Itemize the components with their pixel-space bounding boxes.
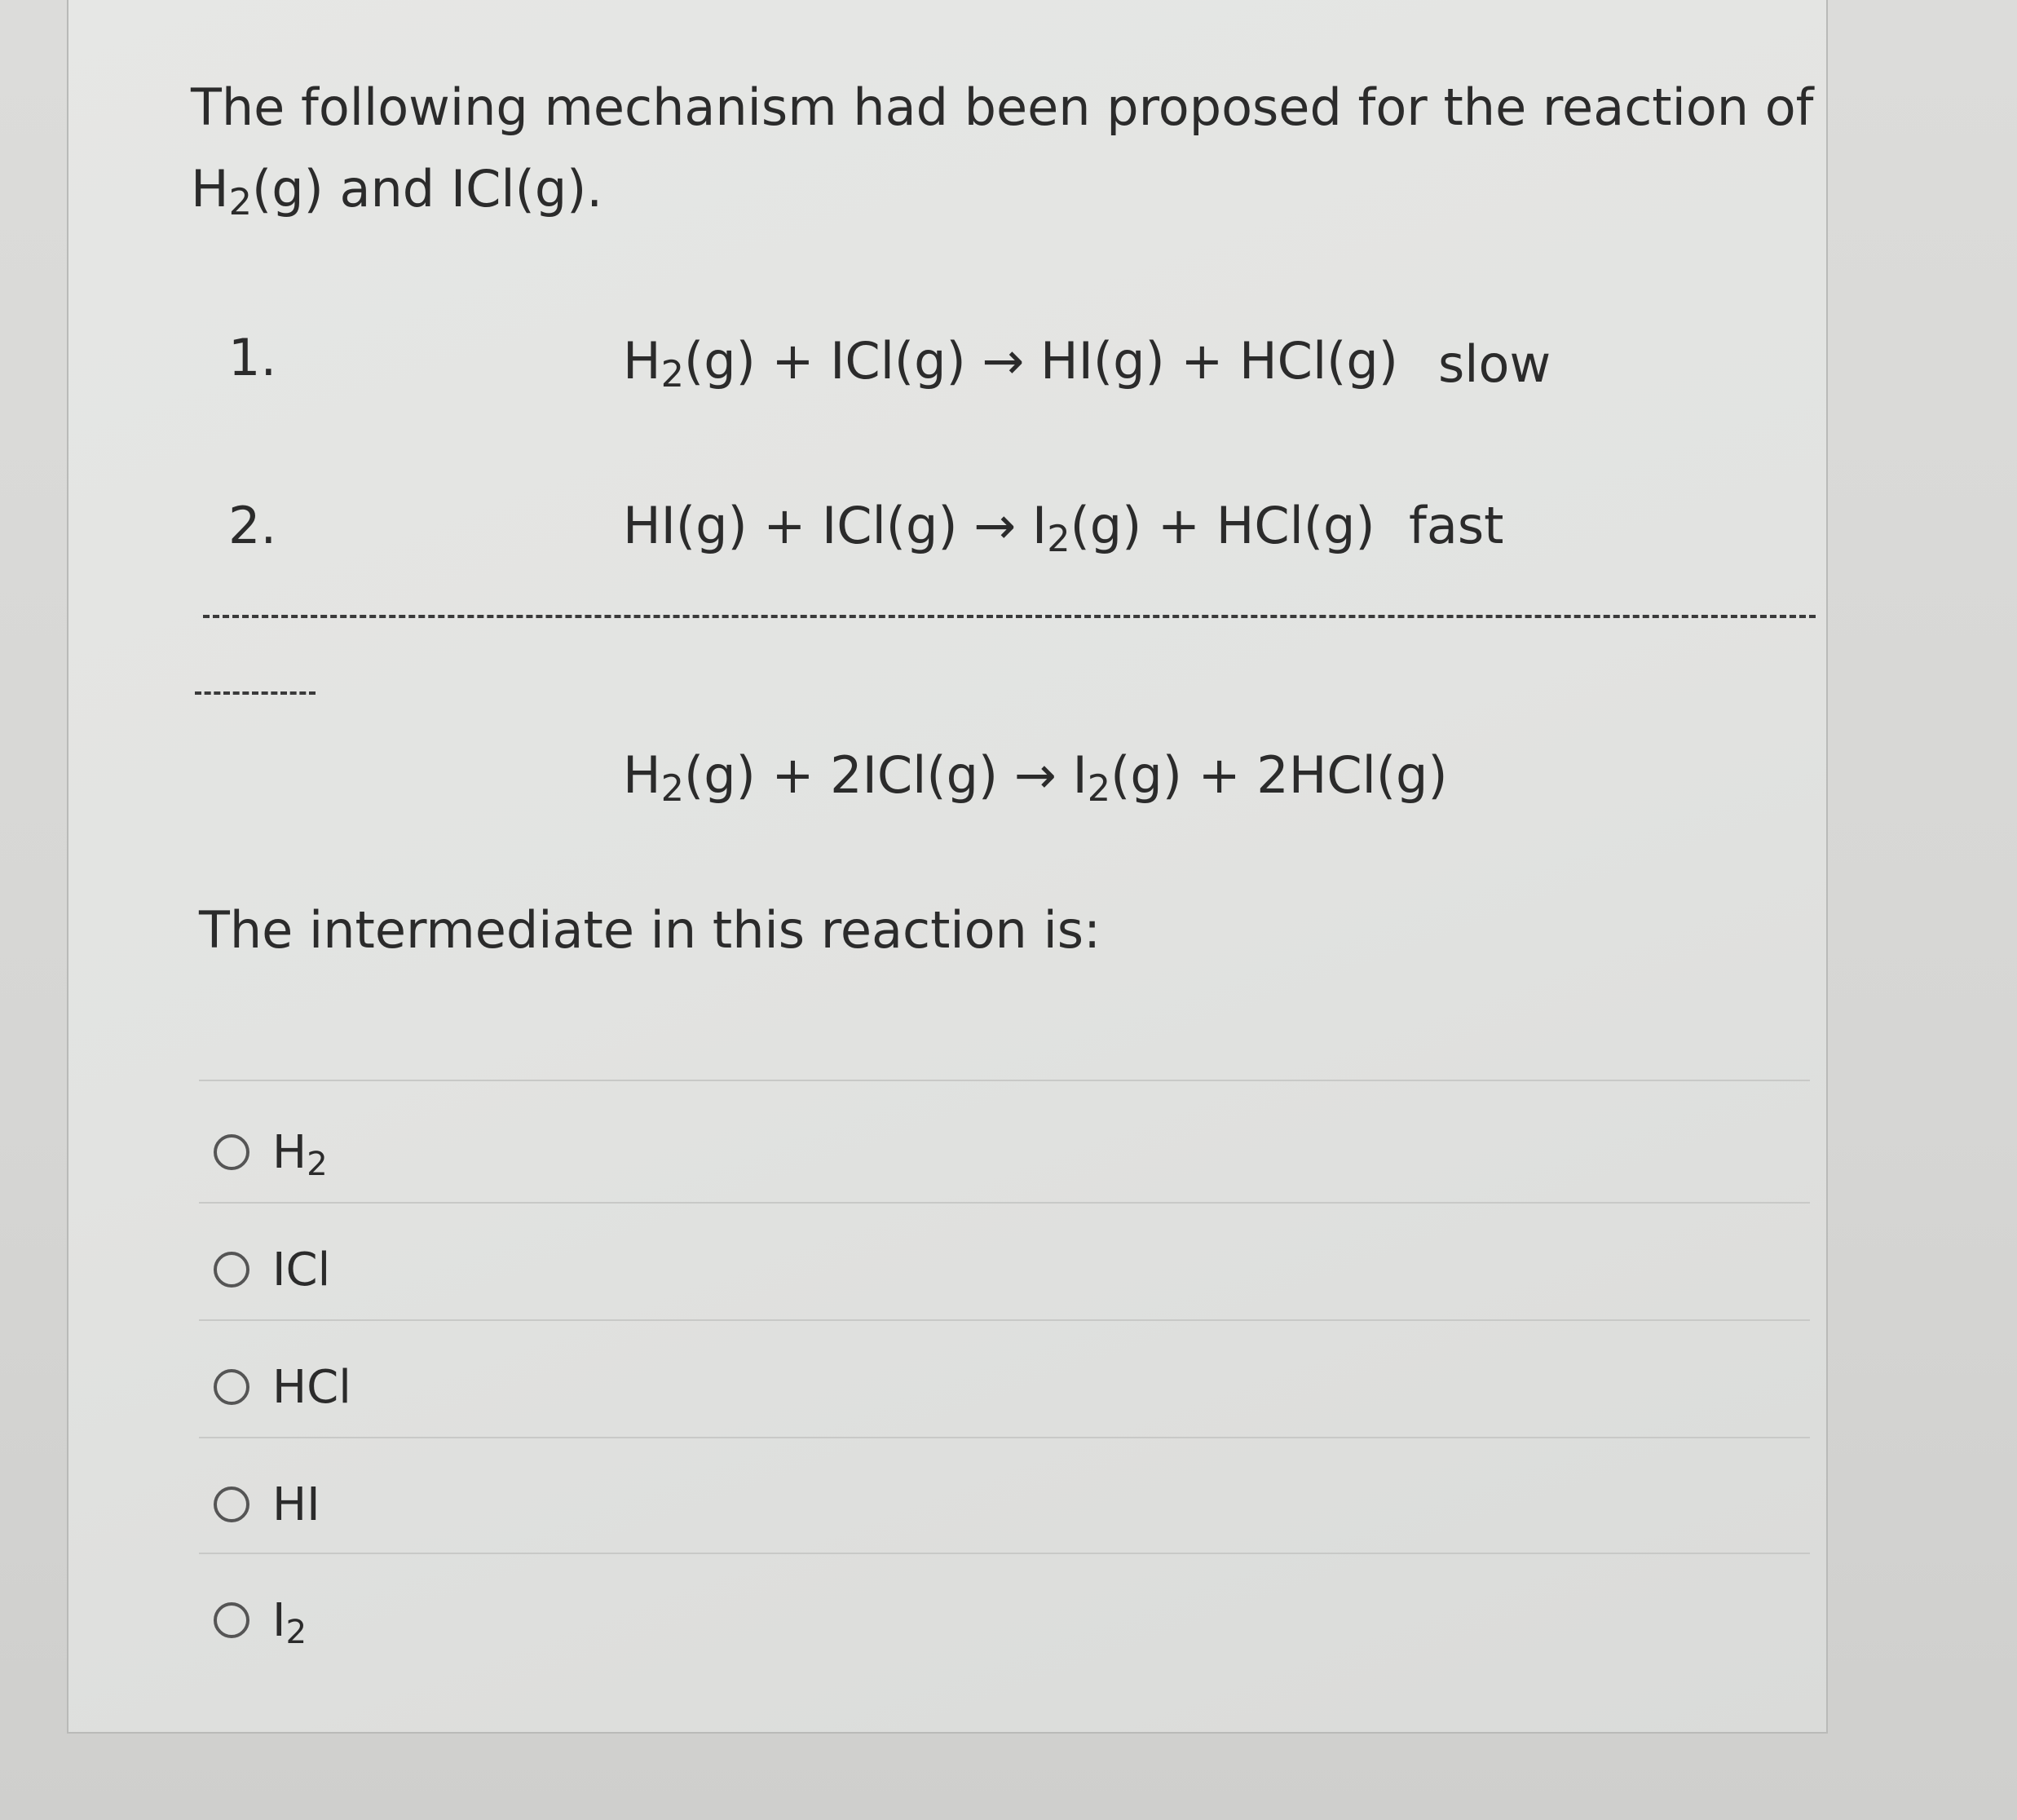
question-prompt: The intermediate in this reaction is: (199, 900, 1101, 960)
option-i2[interactable] (214, 1584, 307, 1657)
option-separator (199, 1080, 1810, 1081)
radio-circle-icon[interactable] (214, 1134, 249, 1170)
overall-eq-subscript-2: 2 (1087, 766, 1111, 810)
step-2-eq-subscript: 2 (1047, 517, 1070, 560)
intro-line-2 (191, 148, 1821, 230)
option-label (272, 1125, 328, 1183)
option-label-text: H (272, 1125, 307, 1179)
option-separator (199, 1202, 1810, 1204)
option-icl[interactable] (214, 1233, 330, 1306)
option-hi[interactable] (214, 1468, 320, 1541)
step-1-eq-subscript: 2 (660, 352, 685, 395)
overall-eq-part-a: H (623, 745, 661, 805)
question-card (67, 0, 1828, 1734)
option-label-text: HI (272, 1478, 320, 1531)
dashed-divider-short (195, 691, 316, 695)
step-2-speed: fast (1409, 496, 1504, 555)
step-2-equation (623, 496, 1375, 560)
overall-eq-part-c: (g) + 2HCl(g) (1110, 745, 1448, 805)
option-separator (199, 1437, 1810, 1438)
intro-line-1: The following mechanism had been proposed for the reaction of (191, 77, 1814, 137)
option-label (272, 1478, 320, 1531)
intro-h: H (191, 159, 229, 219)
question-intro (191, 67, 1821, 230)
dashed-divider (203, 615, 1816, 618)
option-h2[interactable] (214, 1115, 328, 1189)
step-2-eq-part-a: HI(g) + ICl(g) → I (623, 496, 1048, 555)
option-separator (199, 1553, 1810, 1554)
option-label-text: ICl (272, 1243, 331, 1297)
step-1-eq-part-b: (g) + ICl(g) → HI(g) + HCl(g) (684, 331, 1398, 391)
option-label (272, 1593, 307, 1651)
step-1-number: 1. (228, 328, 277, 387)
radio-circle-icon[interactable] (214, 1602, 249, 1638)
intro-rest: (g) and ICl(g). (252, 159, 603, 219)
option-label-subscript: 2 (307, 1144, 328, 1183)
radio-circle-icon[interactable] (214, 1486, 249, 1522)
radio-circle-icon[interactable] (214, 1252, 249, 1288)
option-label (272, 1361, 351, 1414)
step-1-equation (623, 331, 1398, 395)
overall-eq-subscript-1: 2 (660, 766, 685, 810)
option-label (272, 1244, 330, 1297)
overall-eq-part-b: (g) + 2ICl(g) → I (684, 745, 1088, 805)
option-label-text: I (272, 1593, 286, 1647)
option-label-text: HCl (272, 1360, 351, 1414)
radio-circle-icon[interactable] (214, 1369, 249, 1405)
intro-h-subscript: 2 (228, 180, 253, 223)
option-separator (199, 1319, 1810, 1321)
step-1-speed: slow (1438, 334, 1551, 394)
option-label-subscript: 2 (285, 1612, 307, 1651)
step-1-eq-part-a: H (623, 331, 661, 391)
step-2-number: 2. (228, 496, 277, 555)
step-2-eq-part-b: (g) + HCl(g) (1070, 496, 1375, 555)
overall-equation (623, 745, 1448, 810)
option-hcl[interactable] (214, 1350, 351, 1424)
